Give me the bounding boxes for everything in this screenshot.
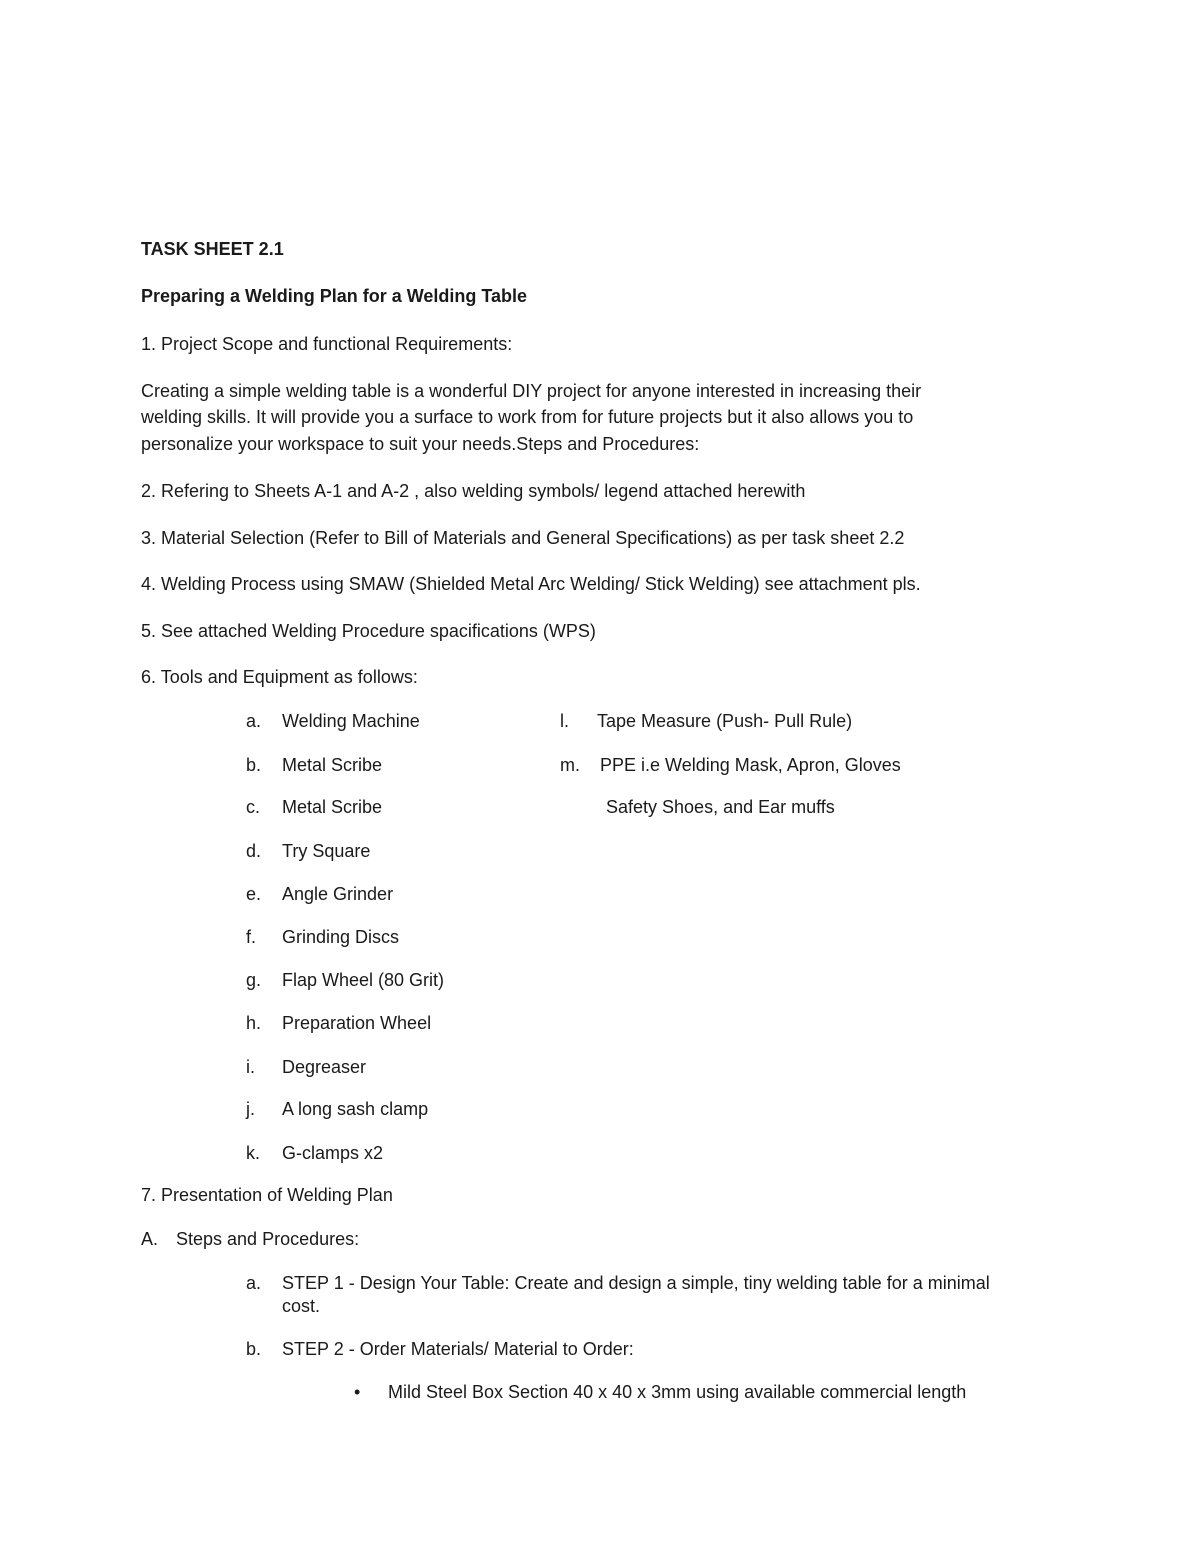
task-sheet-title: TASK SHEET 2.1 — [141, 239, 284, 259]
list-item: G-clamps x2 — [282, 1143, 384, 1163]
list-item-marker: c. — [246, 797, 261, 817]
list-item: Metal Scribe — [282, 755, 383, 775]
section1-paragraph-line: personalize your workspace to suit your needs.Steps and Procedures: — [141, 434, 700, 454]
section1-paragraph-line: welding skills. It will provide you a surface to work from for future projects but it also allows you to — [141, 407, 914, 427]
list-item: PPE i.e Welding Mask, Apron, Gloves — [600, 755, 901, 775]
bullet-item: Mild Steel Box Section 40 x 40 x 3mm using available commercial length — [388, 1382, 967, 1402]
list-item: Preparation Wheel — [282, 1013, 432, 1033]
list-item-marker: b. — [246, 755, 262, 775]
item-7-heading: 7. Presentation of Welding Plan — [141, 1185, 393, 1205]
sub-heading-marker: A. — [141, 1229, 159, 1249]
list-item-marker: a. — [246, 711, 262, 731]
bullet-symbol: • — [354, 1382, 361, 1402]
step-marker: a. — [246, 1273, 262, 1293]
list-item-marker: h. — [246, 1013, 262, 1033]
list-item-marker: e. — [246, 884, 262, 904]
item-5: 5. See attached Welding Procedure spacifications (WPS) — [141, 621, 596, 641]
list-item-marker: j. — [246, 1099, 255, 1119]
section1-paragraph-line: Creating a simple welding table is a wonderful DIY project for anyone interested in increasing their — [141, 381, 922, 401]
section1-heading: 1. Project Scope and functional Requirements: — [141, 334, 513, 354]
list-item: Grinding Discs — [282, 927, 400, 947]
list-item: Degreaser — [282, 1057, 367, 1077]
list-item-marker: k. — [246, 1143, 261, 1163]
list-item: Metal Scribe — [282, 797, 383, 817]
step-text: STEP 1 - Design Your Table: Create and design a simple, tiny welding table for a minimal — [282, 1273, 990, 1293]
list-item-marker: g. — [246, 970, 262, 990]
document-subtitle: Preparing a Welding Plan for a Welding Table — [141, 286, 528, 306]
item-4: 4. Welding Process using SMAW (Shielded Metal Arc Welding/ Stick Welding) see attachment pls. — [141, 574, 921, 594]
list-item: Tape Measure (Push- Pull Rule) — [597, 711, 853, 731]
step-text: STEP 2 - Order Materials/ Material to Order: — [282, 1339, 634, 1359]
item-2: 2. Refering to Sheets A-1 and A-2 , also welding symbols/ legend attached herewith — [141, 481, 806, 501]
list-item-marker: d. — [246, 841, 262, 861]
list-item-marker: m. — [560, 755, 580, 775]
sub-heading: Steps and Procedures: — [176, 1229, 360, 1249]
list-item: Angle Grinder — [282, 884, 394, 904]
list-item: Flap Wheel (80 Grit) — [282, 970, 445, 990]
step-text: cost. — [282, 1296, 321, 1316]
step-marker: b. — [246, 1339, 262, 1359]
item-3: 3. Material Selection (Refer to Bill of Materials and General Specifications) as per task sheet 2.2 — [141, 528, 905, 548]
list-item-marker: f. — [246, 927, 257, 947]
item-6-heading: 6. Tools and Equipment as follows: — [141, 667, 418, 687]
list-item-marker: i. — [246, 1057, 255, 1077]
list-item: Welding Machine — [282, 711, 420, 731]
list-item: Try Square — [282, 841, 371, 861]
list-item: A long sash clamp — [282, 1099, 429, 1119]
list-item-marker: l. — [560, 711, 569, 731]
list-item-continuation: Safety Shoes, and Ear muffs — [606, 797, 835, 817]
